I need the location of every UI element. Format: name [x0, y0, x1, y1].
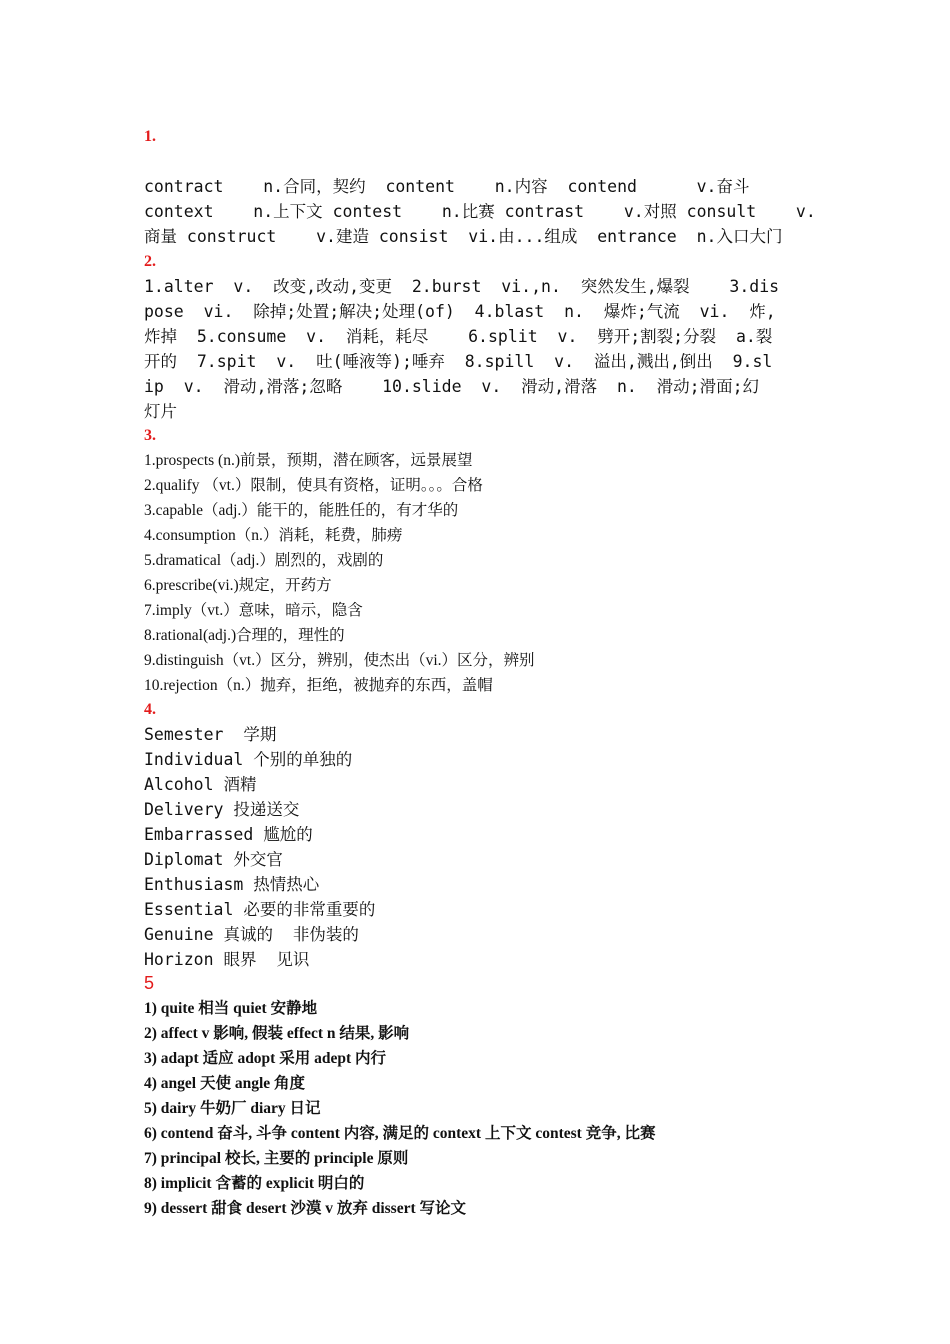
- list-item: 5) dairy 牛奶厂 diary 日记: [144, 1100, 321, 1117]
- section-5: [144, 971, 808, 1221]
- section-heading: 3.: [144, 427, 156, 444]
- list-item: Genuine 真诚的 非伪装的: [144, 925, 359, 944]
- text-line: 开的 7.spit v. 吐(唾液等);唾弃 8.spill v. 溢出,溅出,倒出 9.sl: [144, 352, 773, 371]
- list-item: 7.imply（vt.）意味，暗示，隐含: [144, 602, 363, 619]
- list-item: 6.prescribe(vi.)规定，开药方: [144, 577, 332, 594]
- list-item: Horizon 眼界 见识: [144, 950, 310, 969]
- list-item: Individual 个别的单独的: [144, 750, 353, 769]
- list-item: Delivery 投递送交: [144, 800, 300, 819]
- list-item: 7) principal 校长, 主要的 principle 原则: [144, 1150, 409, 1167]
- list-item: 1) quite 相当 quiet 安静地: [144, 1000, 318, 1017]
- list-item: 6) contend 奋斗, 斗争 content 内容, 满足的 context 上下文 contest 竞争, 比赛: [144, 1125, 656, 1142]
- list-item: Diplomat 外交官: [144, 850, 283, 869]
- text-line: 灯片: [144, 402, 177, 421]
- list-item: 1.prospects (n.)前景，预期，潜在顾客，远景展望: [144, 452, 473, 469]
- list-item: 9) dessert 甜食 desert 沙漠 v 放弃 dissert 写论文: [144, 1200, 467, 1217]
- section-heading: 1.: [144, 128, 156, 145]
- section-3: [144, 423, 808, 698]
- text-line: 1.alter v. 改变,改动,变更 2.burst vi.,n. 突然发生,爆裂 3.dis: [144, 277, 780, 296]
- section-4: [144, 697, 808, 972]
- section-1: [144, 124, 816, 249]
- list-item: Essential 必要的非常重要的: [144, 900, 376, 919]
- list-item: 5.dramatical（adj.）剧烈的，戏剧的: [144, 552, 384, 569]
- list-item: 9.distinguish（vt.）区分，辨别，使杰出（vi.）区分，辨别: [144, 652, 535, 669]
- text-line: pose vi. 除掉;处置;解决;处理(of) 4.blast n. 爆炸;气流 vi. 炸,: [144, 302, 776, 321]
- list-item: 3) adapt 适应 adopt 采用 adept 内行: [144, 1050, 386, 1067]
- list-item: Semester 学期: [144, 725, 277, 744]
- section-heading: 5: [144, 973, 155, 993]
- text-line: 炸掉 5.consume v. 消耗，耗尽 6.split v. 劈开;割裂;分裂 a.裂: [144, 327, 773, 346]
- list-item: Enthusiasm 热情热心: [144, 875, 320, 894]
- list-item: 10.rejection（n.）抛弃，拒绝，被抛弃的东西，盖帽: [144, 677, 493, 694]
- section-2: [144, 249, 808, 424]
- list-item: 8) implicit 含蓄的 explicit 明白的: [144, 1175, 365, 1192]
- text-line: ip v. 滑动,滑落;忽略 10.slide v. 滑动,滑落 n. 滑动;滑面;幻: [144, 377, 760, 396]
- list-item: 3.capable（adj.）能干的，能胜任的，有才华的: [144, 502, 459, 519]
- text-line: contract n.合同，契约 content n.内容 contend v.奋斗: [144, 177, 750, 196]
- list-item: 2.qualify （vt.）限制，使具有资格，证明。。。合格: [144, 477, 483, 494]
- text-line: context n.上下文 contest n.比赛 contrast v.对照 consult v.: [144, 202, 816, 221]
- list-item: 4.consumption（n.）消耗，耗费，肺痨: [144, 527, 403, 544]
- section-heading: 4.: [144, 701, 156, 718]
- list-item: 2) affect v 影响, 假装 effect n 结果, 影响: [144, 1025, 410, 1042]
- section-heading: 2.: [144, 253, 156, 270]
- list-item: 8.rational(adj.)合理的，理性的: [144, 627, 345, 644]
- list-item: Embarrassed 尴尬的: [144, 825, 313, 844]
- list-item: Alcohol 酒精: [144, 775, 257, 794]
- text-line: 商量 construct v.建造 consist vi.由...组成 entrance n.入口大门: [144, 227, 783, 246]
- list-item: 4) angel 天使 angle 角度: [144, 1075, 306, 1092]
